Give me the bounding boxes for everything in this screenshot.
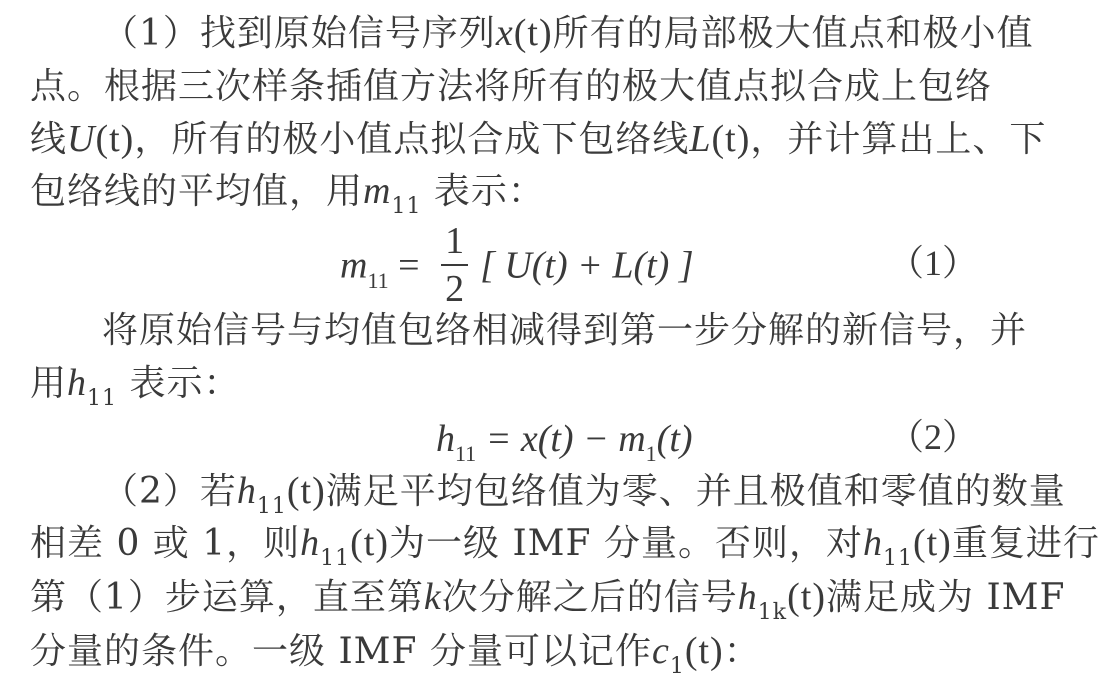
var-m: m [618,418,646,460]
fraction-one-half [441,222,468,308]
text: 包络线的平均值，用 [30,171,364,212]
var-x: x [495,12,514,54]
arg-t: (t) [350,522,390,564]
subscript: 1 [645,441,657,466]
text: 重复进行 [951,523,1100,564]
para3-line4 [30,624,990,678]
para1-line4 [30,164,990,218]
var-h: h [862,522,883,564]
subscript: 11 [320,546,351,571]
equation-body: [ U(t) + L(t) ] [480,244,694,287]
arg-t: (t) [95,118,135,160]
arg-t: (t) [912,522,952,564]
para1-line1 [102,6,1034,60]
arg-t: (t) [286,470,326,512]
text: 将原始信号与均值包络相减得到第一步分解的新信号，并 [102,310,1028,351]
para1-line2 [30,60,993,114]
equals-sign: = [388,244,430,287]
arg-t: (t) [711,118,751,160]
arg-t: (t) [656,418,693,460]
text: 满足成为 IMF [826,577,1066,618]
equation-number-2: （2） [887,417,978,457]
text: 用 [30,363,68,404]
text: 点。根据三次样条插值方法将所有的极大值点拟合成上包络 [30,66,993,107]
text: 表示： [129,363,241,404]
text: 线 [30,119,68,160]
subscript: 11 [882,546,913,571]
var-m: m [363,170,392,212]
text: 分量的条件。一级 IMF 分量可以记作 [30,631,652,672]
arg-t: (t) [513,12,553,54]
text: ，所有的极小值点拟合成下包络线 [134,119,690,160]
text: ： [723,631,761,672]
equation-number-1: （1） [887,243,978,283]
subscript: 11 [455,441,477,466]
var-h: h [236,470,257,512]
arg-t: (t) [787,576,826,618]
fraction-denominator: 2 [445,268,465,310]
var-h: h [67,362,88,404]
subscript: 11 [256,494,287,519]
para3-line2 [30,516,1100,571]
var-h: h [737,576,758,618]
var-h: h [436,418,455,460]
para2-line2 [30,356,990,410]
arg-t: (t) [684,630,724,672]
para3-line1 [102,464,1066,519]
subscript: 11 [391,194,422,219]
text: （1）找到原始信号序列 [102,13,496,54]
fraction-numerator: 1 [441,222,468,266]
text: 次分解之后的信号 [441,577,738,618]
text: （2）若 [102,471,237,512]
para2-line1 [102,304,1028,358]
subscript: 11 [367,267,389,293]
var-h: h [300,522,321,564]
text: 第（1）步运算，直至第 [30,577,424,618]
subscript: 11 [87,386,118,411]
text: 相差 0 或 1，则 [30,523,301,564]
var-m: m [340,244,368,287]
var-k: k [423,576,442,618]
text: 满足平均包络值为零、并且极值和零值的数量 [325,471,1066,512]
var-c: c [651,630,670,672]
subscript: 1k [757,600,788,625]
subscript: 1 [669,654,685,679]
var-U: U [67,118,96,160]
text: ，并计算出上、下 [750,119,1047,160]
para1-line3 [30,112,1047,166]
var-L: L [689,118,712,160]
text: 表示： [433,171,545,212]
text: 所有的局部极大值点和极小值 [552,13,1034,54]
equation-1 [340,220,694,310]
para3-line3 [30,570,1066,625]
equation-body: = x(t) − [476,418,619,460]
text: 为一级 IMF 分量。否则，对 [389,523,863,564]
